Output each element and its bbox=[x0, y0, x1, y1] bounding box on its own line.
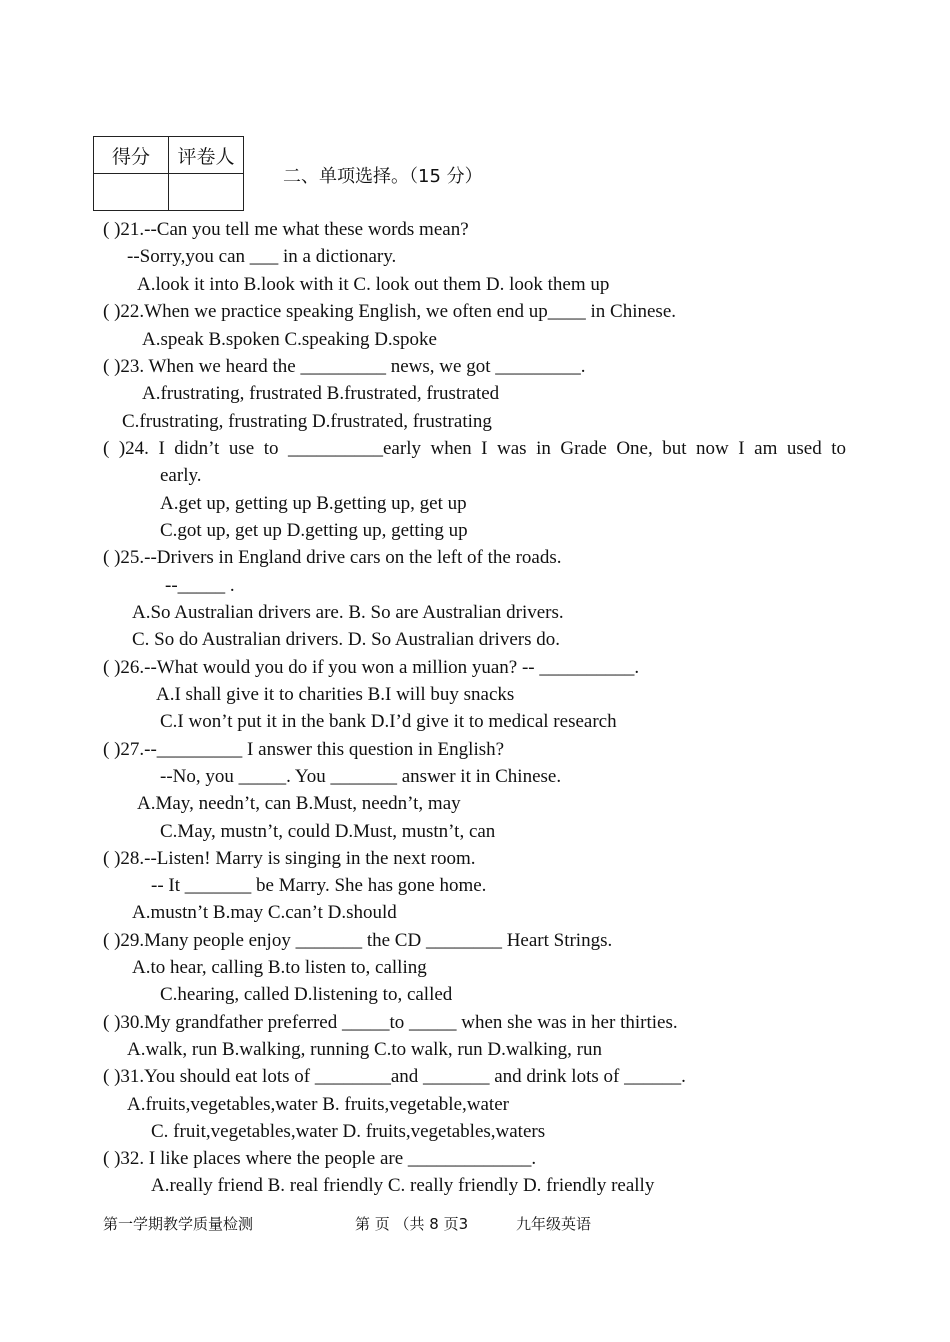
grader-cell[interactable] bbox=[169, 174, 244, 211]
question-25-reply: --_____ . bbox=[165, 575, 235, 596]
question-30-stem: ( )30.My grandfather preferred _____to _____ when she was in her thirties. bbox=[103, 1012, 678, 1033]
question-21-reply: --Sorry,you can ___ in a dictionary. bbox=[127, 246, 397, 267]
question-23-options-cd: C.frustrating, frustrating D.frustrated, frustrating bbox=[122, 411, 492, 432]
question-25-options-cd: C. So do Australian drivers. D. So Australian drivers do. bbox=[132, 629, 560, 650]
question-25-stem: ( )25.--Drivers in England drive cars on the left of the roads. bbox=[103, 547, 562, 568]
question-23-options-ab: A.frustrating, frustrated B.frustrated, frustrated bbox=[142, 383, 500, 404]
question-27-stem: ( )27.--_________ I answer this question in English? bbox=[103, 739, 505, 760]
question-24-options-ab: A.get up, getting up B.getting up, get up bbox=[160, 493, 467, 514]
question-30-options: A.walk, run B.walking, running C.to walk, run D.walking, run bbox=[127, 1039, 602, 1060]
question-21-stem: ( )21.--Can you tell me what these words mean? bbox=[103, 219, 469, 240]
question-29-options-cd: C.hearing, called D.listening to, called bbox=[160, 984, 453, 1005]
question-32-options: A.really friend B. real friendly C. really friendly D. friendly really bbox=[151, 1175, 655, 1196]
question-22-stem: ( )22.When we practice speaking English, we often end up____ in Chinese. bbox=[103, 301, 677, 322]
question-29-stem: ( )29.Many people enjoy _______ the CD ________ Heart Strings. bbox=[103, 930, 613, 951]
question-28-stem: ( )28.--Listen! Marry is singing in the next room. bbox=[103, 848, 476, 869]
grader-header: 评卷人 bbox=[169, 137, 244, 174]
question-32-stem: ( )32. I like places where the people are _____________. bbox=[103, 1148, 537, 1169]
question-26-stem: ( )26.--What would you do if you won a million yuan? -- __________. bbox=[103, 657, 640, 678]
question-31-options-cd: C. fruit,vegetables,water D. fruits,vegetables,waters bbox=[151, 1121, 546, 1142]
score-table bbox=[93, 136, 244, 211]
footer-right: 九年级英语 bbox=[516, 1215, 592, 1233]
score-cell[interactable] bbox=[94, 174, 169, 211]
question-27-reply: --No, you _____. You _______ answer it in Chinese. bbox=[160, 766, 562, 787]
question-24-stem: ( )24. I didn’t use to __________early when I was in Grade One, but now I am used to bbox=[103, 438, 846, 459]
question-28-options: A.mustn’t B.may C.can’t D.should bbox=[132, 902, 397, 923]
question-22-options: A.speak B.spoken C.speaking D.spoke bbox=[142, 329, 437, 350]
footer-page-info: 第 页 （共 8 页3 bbox=[355, 1215, 469, 1233]
footer-left: 第一学期教学质量检测 bbox=[103, 1215, 254, 1233]
section-title: 二、单项选择。（15 分） bbox=[283, 166, 483, 187]
score-header: 得分 bbox=[94, 137, 169, 174]
question-27-options-ab: A.May, needn’t, can B.Must, needn’t, may bbox=[137, 793, 461, 814]
question-24-continuation: early. bbox=[160, 465, 202, 486]
question-23-stem: ( )23. When we heard the _________ news, we got _________. bbox=[103, 356, 586, 377]
question-26-options-ab: A.I shall give it to charities B.I will buy snacks bbox=[156, 684, 515, 705]
question-25-options-ab: A.So Australian drivers are. B. So are Australian drivers. bbox=[132, 602, 564, 623]
question-27-options-cd: C.May, mustn’t, could D.Must, mustn’t, can bbox=[160, 821, 496, 842]
question-31-options-ab: A.fruits,vegetables,water B. fruits,vegetable,water bbox=[127, 1094, 509, 1115]
question-26-options-cd: C.I won’t put it in the bank D.I’d give it to medical research bbox=[160, 711, 617, 732]
question-29-options-ab: A.to hear, calling B.to listen to, calling bbox=[132, 957, 427, 978]
question-24-options-cd: C.got up, get up D.getting up, getting up bbox=[160, 520, 468, 541]
question-21-options: A.look it into B.look with it C. look out them D. look them up bbox=[137, 274, 610, 295]
question-31-stem: ( )31.You should eat lots of ________and _______ and drink lots of ______. bbox=[103, 1066, 686, 1087]
question-28-reply: -- It _______ be Marry. She has gone home. bbox=[151, 875, 487, 896]
